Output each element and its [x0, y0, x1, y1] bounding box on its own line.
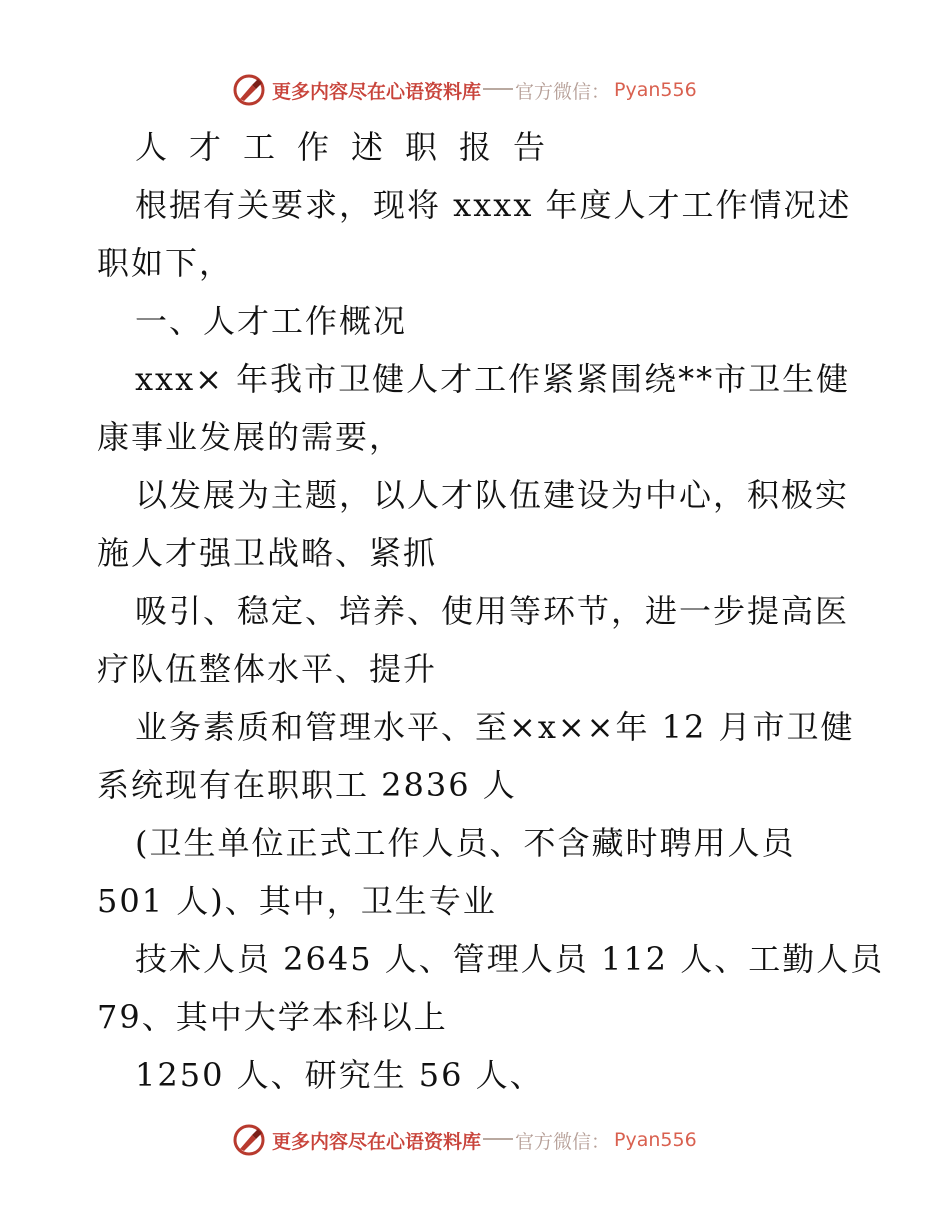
- section-heading: [97, 292, 857, 350]
- pen-logo-icon: [232, 1123, 266, 1157]
- header-slogan: 更多内容尽在心语资料库: [272, 80, 482, 103]
- paragraph-first-line: (卫生单位正式工作人员、不含藏时聘用人员: [135, 824, 796, 862]
- paragraph: [97, 466, 857, 582]
- paragraph-first-line: 以发展为主题，以人才队伍建设为中心，积极实: [135, 476, 850, 514]
- paragraph: [97, 930, 885, 1046]
- paragraph-first-line: 根据有关要求，现将 xxxx 年度人才工作情况述: [135, 186, 852, 224]
- section-heading-text: 一、人才工作概况: [135, 302, 408, 340]
- paragraph: [97, 814, 857, 930]
- footer-wechat-id: Pyan556: [614, 1129, 697, 1151]
- header-banner: [232, 70, 697, 110]
- paragraph: [97, 176, 857, 292]
- paragraph-first-line: 技术人员 2645 人、管理人员 112 人、工勤人员: [135, 940, 885, 978]
- paragraph-continuation: 康事业发展的需要，: [97, 418, 404, 456]
- header-wechat-label: 官方微信：: [515, 80, 611, 103]
- paragraph-first-line: 吸引、稳定、培养、使用等环节，进一步提高医: [135, 592, 850, 630]
- document-body: [97, 118, 885, 1104]
- footer-wechat-label: 官方微信：: [515, 1130, 611, 1153]
- header-divider: [483, 88, 513, 90]
- paragraph: [97, 582, 857, 698]
- paragraph-first-line: 业务素质和管理水平、至×x××年 12 月市卫健: [135, 708, 855, 746]
- paragraph-continuation: 79、其中大学本科以上: [97, 998, 448, 1036]
- paragraph-continuation: 系统现有在职职工 2836 人: [97, 766, 517, 804]
- pen-logo-icon: [232, 73, 266, 107]
- document-title: 人才工作述职报告: [135, 128, 568, 166]
- header-wechat-id: Pyan556: [614, 79, 697, 101]
- footer-slogan: 更多内容尽在心语资料库: [272, 1130, 482, 1153]
- paragraph: [97, 698, 857, 814]
- paragraph-first-line: 1250 人、研究生 56 人、: [135, 1056, 544, 1094]
- paragraph: [97, 1046, 857, 1104]
- footer-banner: [232, 1120, 697, 1160]
- paragraph-continuation: 施人才强卫战略、紧抓: [97, 534, 438, 572]
- paragraph: [97, 350, 857, 466]
- paragraph-first-line: xxx× 年我市卫健人才工作紧紧围绕**市卫生健: [135, 360, 851, 398]
- paragraph-continuation: 职如下，: [97, 244, 234, 282]
- paragraph-continuation: 501 人)、其中，卫生专业: [97, 882, 497, 920]
- paragraph-continuation: 疗队伍整体水平、提升: [97, 650, 438, 688]
- footer-divider: [483, 1138, 513, 1140]
